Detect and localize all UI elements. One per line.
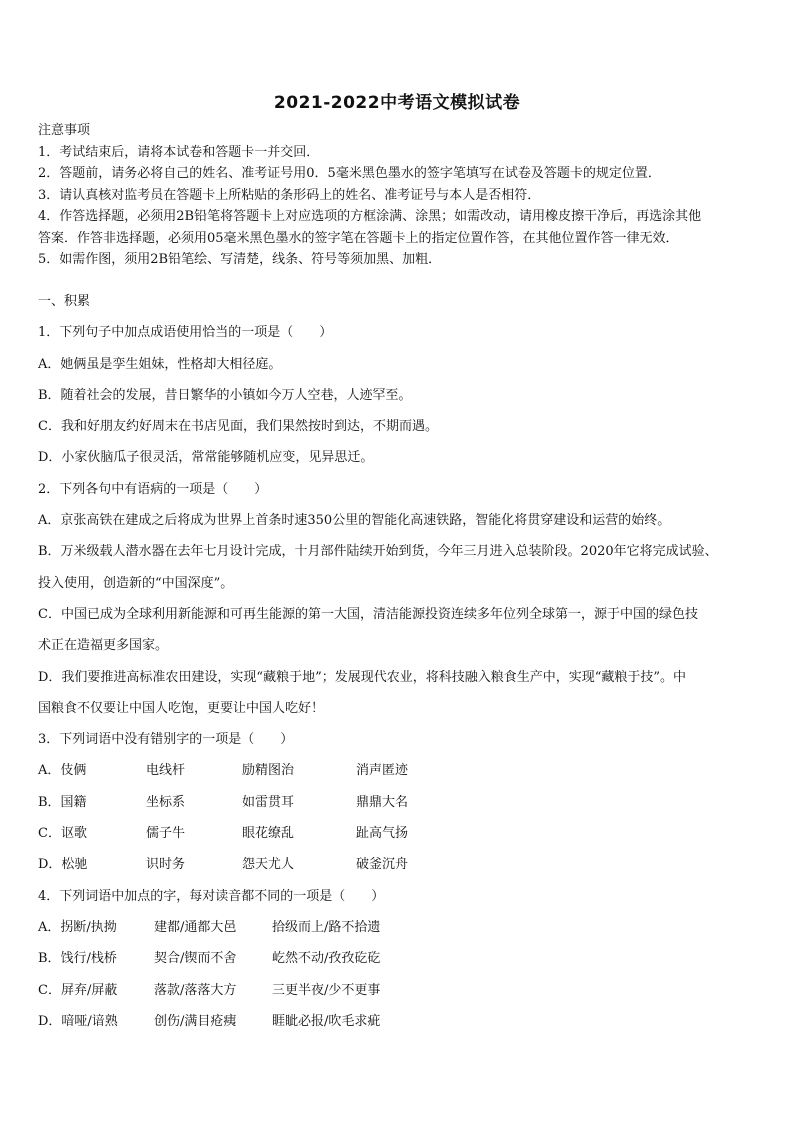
- notice-item: 5．如需作图，须用2B铅笔绘、写清楚，线条、符号等须加黑、加粗．: [38, 252, 442, 267]
- question-2-option-a: A．京张高铁在建成之后将成为世界上首条时速350公里的智能化高速铁路，智能化将贯穿建设和运营的始终。: [38, 513, 671, 529]
- option-word: 创伤/满目疮痍: [154, 1013, 237, 1029]
- option-word: 拾级而上/路不拾遗: [272, 919, 381, 935]
- question-2-option-d-line2: 国粮食不仅要让中国人吃饱，更要让中国人吃好！: [38, 700, 325, 716]
- option-word: 怨天尤人: [242, 857, 295, 873]
- question-1-option-a: A．她俩虽是孪生姐妹，性格却大相径庭。: [38, 356, 282, 372]
- notice-item: 4．作答选择题，必须用2B铅笔将答题卡上对应选项的方框涂满、涂黑；如需改动，请用橡皮擦干净后，再选涂其他: [38, 209, 702, 224]
- option-word: B．饯行/栈桥: [38, 951, 117, 967]
- question-3-option-row: [38, 849, 760, 880]
- question-4-stem: 4．下列词语中加点的字，每对读音都不同的一项是（ ）: [38, 888, 385, 904]
- exam-body: [38, 286, 760, 1037]
- question-1-option-b: B．随着社会的发展，昔日繁华的小镇如今万人空巷，人迹罕至。: [38, 387, 412, 403]
- option-word: 识时务: [146, 857, 186, 873]
- page-title: 2021-2022中考语文模拟试卷: [273, 93, 521, 113]
- notice-item: 2．答题前，请务必将自己的姓名、准考证号用0．5毫米黑色墨水的签字笔填写在试卷及答题卡的规定位置．: [38, 166, 661, 181]
- notice-item: 3．请认真核对监考员在答题卡上所粘贴的条形码上的姓名、准考证号与本人是否相符．: [38, 187, 541, 203]
- question-1-option-d: D．小家伙脑瓜子很灵活，常常能够随机应变，见异思迁。: [38, 450, 374, 466]
- option-word: A．伎俩: [38, 763, 87, 779]
- question-3-stem: 3．下列词语中没有错别字的一项是（ ）: [38, 732, 294, 748]
- option-word: 消声匿迹: [356, 763, 409, 779]
- option-word: 契合/锲而不舍: [154, 951, 237, 967]
- option-word: 鼎鼎大名: [356, 794, 409, 810]
- option-word: 落款/落落大方: [154, 982, 237, 998]
- question-3-option-row: [38, 755, 760, 786]
- question-3-option-row: [38, 787, 760, 818]
- option-word: 电线杆: [146, 763, 186, 779]
- notice-item: 1．考试结束后，请将本试卷和答题卡一并交回．: [38, 144, 320, 160]
- option-word: 坐标系: [146, 794, 186, 810]
- option-word: C．讴歌: [38, 826, 87, 842]
- question-4-option-row: [38, 912, 760, 943]
- option-word: A．拐断/执拗: [38, 919, 117, 935]
- question-1-stem: 1．下列句子中加点成语使用恰当的一项是（ ）: [38, 325, 333, 341]
- question-1-option-c: C．我和好朋友约好周末在书店见面，我们果然按时到达，不期而遇。: [38, 419, 438, 435]
- question-4-option-row: [38, 1006, 760, 1037]
- question-3-option-row: [38, 818, 760, 849]
- notice-item: 答案．作答非选择题，必须用05毫米黑色墨水的签字笔在答题卡上的指定位置作答，在其他位置作答一律无效．: [38, 230, 679, 246]
- option-word: 三更半夜/少不更事: [272, 982, 381, 998]
- question-4-option-row: [38, 975, 760, 1006]
- option-word: 建都/通都大邑: [154, 919, 237, 935]
- notice-heading: 注意事项: [38, 123, 91, 138]
- option-word: 屹然不动/孜孜矻矻: [272, 951, 381, 967]
- option-word: 睚眦必报/吹毛求疵: [272, 1013, 381, 1029]
- option-word: 励精图治: [242, 763, 295, 779]
- section-heading: 一、积累: [38, 294, 91, 309]
- question-2-option-c-line2: 术正在造福更多国家。: [38, 638, 169, 654]
- notice-section: [38, 120, 760, 271]
- question-2-option-d-line1: D．我们要推进高标准农田建设，实现“藏粮于地”；发展现代农业，将科技融入粮食生产中，实现“藏粮于技”。中: [38, 669, 687, 685]
- option-word: 如雷贯耳: [242, 794, 295, 810]
- question-4-option-row: [38, 943, 760, 974]
- question-2-option-b-line2: 投入使用，创造新的“中国深度”。: [38, 575, 234, 591]
- question-2-stem: 2．下列各句中有语病的一项是（ ）: [38, 481, 268, 497]
- option-word: 眼花缭乱: [242, 826, 295, 842]
- option-word: 趾高气扬: [356, 826, 409, 842]
- option-word: D．松驰: [38, 857, 88, 873]
- option-word: 破釜沉舟: [356, 857, 409, 873]
- question-2-option-c-line1: C．中国已成为全球利用新能源和可再生能源的第一大国，清洁能源投资连续多年位列全球第一，源于中国的绿色技: [38, 606, 698, 622]
- option-word: B．国籍: [38, 794, 87, 810]
- option-word: C．屏弃/屏蔽: [38, 982, 118, 998]
- option-word: 儒子牛: [146, 826, 186, 842]
- option-word: D．喑哑/谙熟: [38, 1013, 118, 1029]
- question-2-option-b-line1: B．万米级载人潜水器在去年七月设计完成，十月部件陆续开始到货，今年三月进入总装阶段。2020年它将完成试验、: [38, 544, 718, 560]
